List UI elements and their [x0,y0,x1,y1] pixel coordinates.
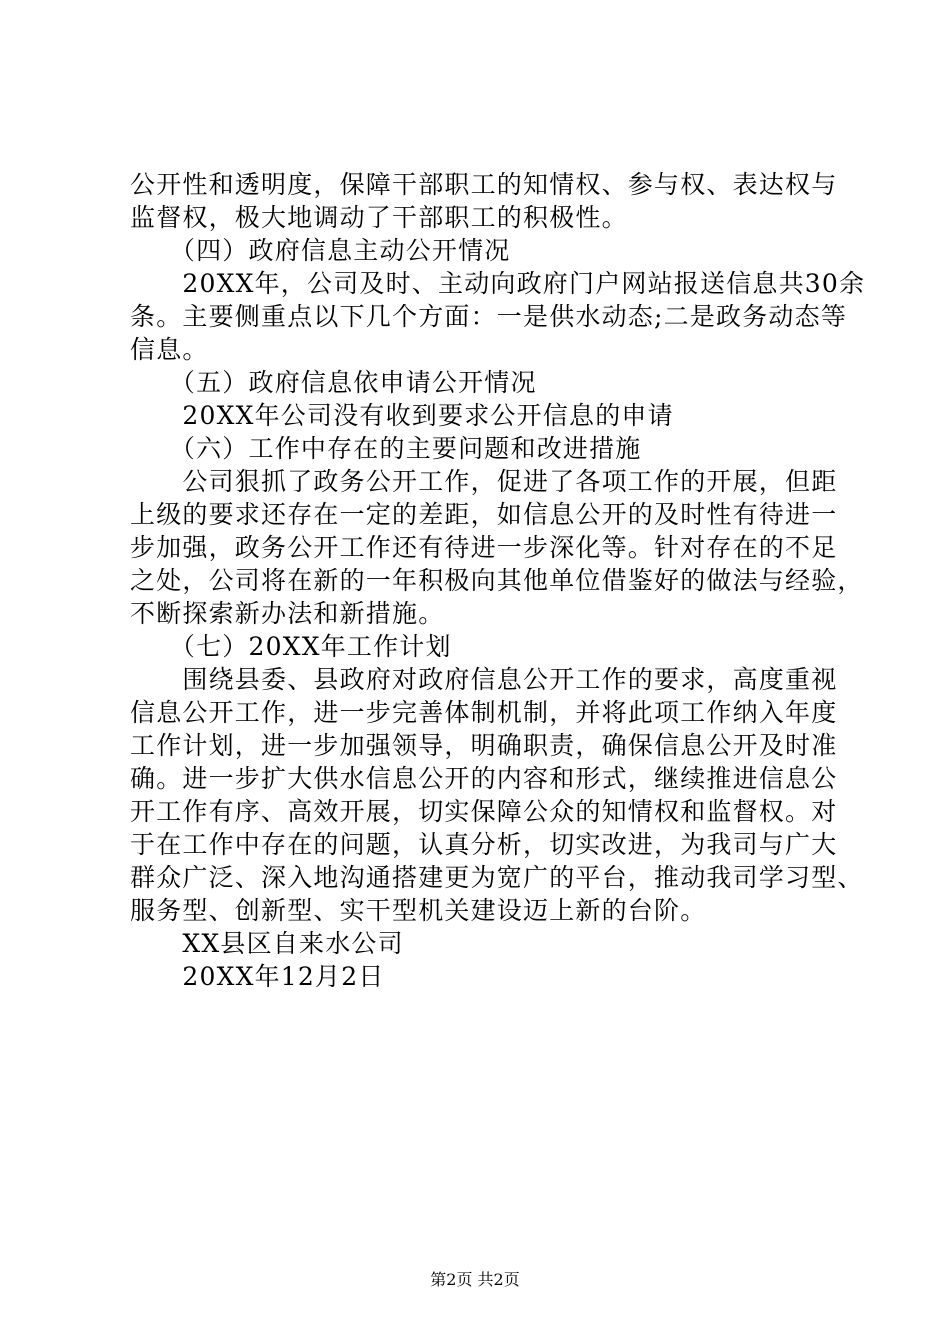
text-line: 开工作有序、高效开展，切实保障公众的知情权和监督权。对 [130,797,838,826]
text-line: 信息公开工作，进一步完善体制机制，并将此项工作纳入年度 [130,698,838,727]
text-line: 信息。 [130,335,209,364]
page-indicator: 第2页 共2页 [430,1270,520,1289]
text-line: 服务型、创新型、实干型机关建设迈上新的台阶。 [130,896,707,925]
section-heading: （五）政府信息依申请公开情况 [130,368,537,397]
text-line: 群众广泛、深入地沟通搭建更为宽广的平台，推动我司学习型、 [130,863,864,892]
signature-date: 20XX年12月2日 [130,962,385,991]
text-line: 上级的要求还存在一定的差距，如信息公开的及时性有待进一 [130,500,838,529]
text-line: 公开性和透明度，保障干部职工的知情权、参与权、表达权与 [130,170,838,199]
text-line: 围绕县委、县政府对政府信息公开工作的要求，高度重视 [130,665,838,694]
text-line: 步加强，政务公开工作还有待进一步深化等。针对存在的不足 [130,533,838,562]
text-line: 之处，公司将在新的一年积极向其他单位借鉴好的做法与经验， [130,566,864,595]
section-heading: （四）政府信息主动公开情况 [130,236,511,265]
text-line: 20XX年，公司及时、主动向政府门户网站报送信息共30余 [130,269,866,298]
text-line: 20XX年公司没有收到要求公开信息的申请 [130,401,674,430]
text-line: 于在工作中存在的问题，认真分析，切实改进，为我司与广大 [130,830,838,859]
text-line: 确。进一步扩大供水信息公开的内容和形式，继续推进信息公 [130,764,838,793]
section-heading: （七）20XX年工作计划 [130,632,452,661]
text-line: 条。主要侧重点以下几个方面：一是供水动态;二是政务动态等 [130,302,848,331]
text-line: 工作计划，进一步加强领导，明确职责，确保信息公开及时准 [130,731,838,760]
page-footer [0,1270,950,1290]
document-body [130,168,866,993]
section-heading: （六）工作中存在的主要问题和改进措施 [130,434,642,463]
signature-organization: XX县区自来水公司 [130,929,404,958]
text-line: 不断探索新办法和新措施。 [130,599,445,628]
text-line: 公司狠抓了政务公开工作，促进了各项工作的开展，但距 [130,467,838,496]
text-line: 监督权，极大地调动了干部职工的积极性。 [130,203,628,232]
